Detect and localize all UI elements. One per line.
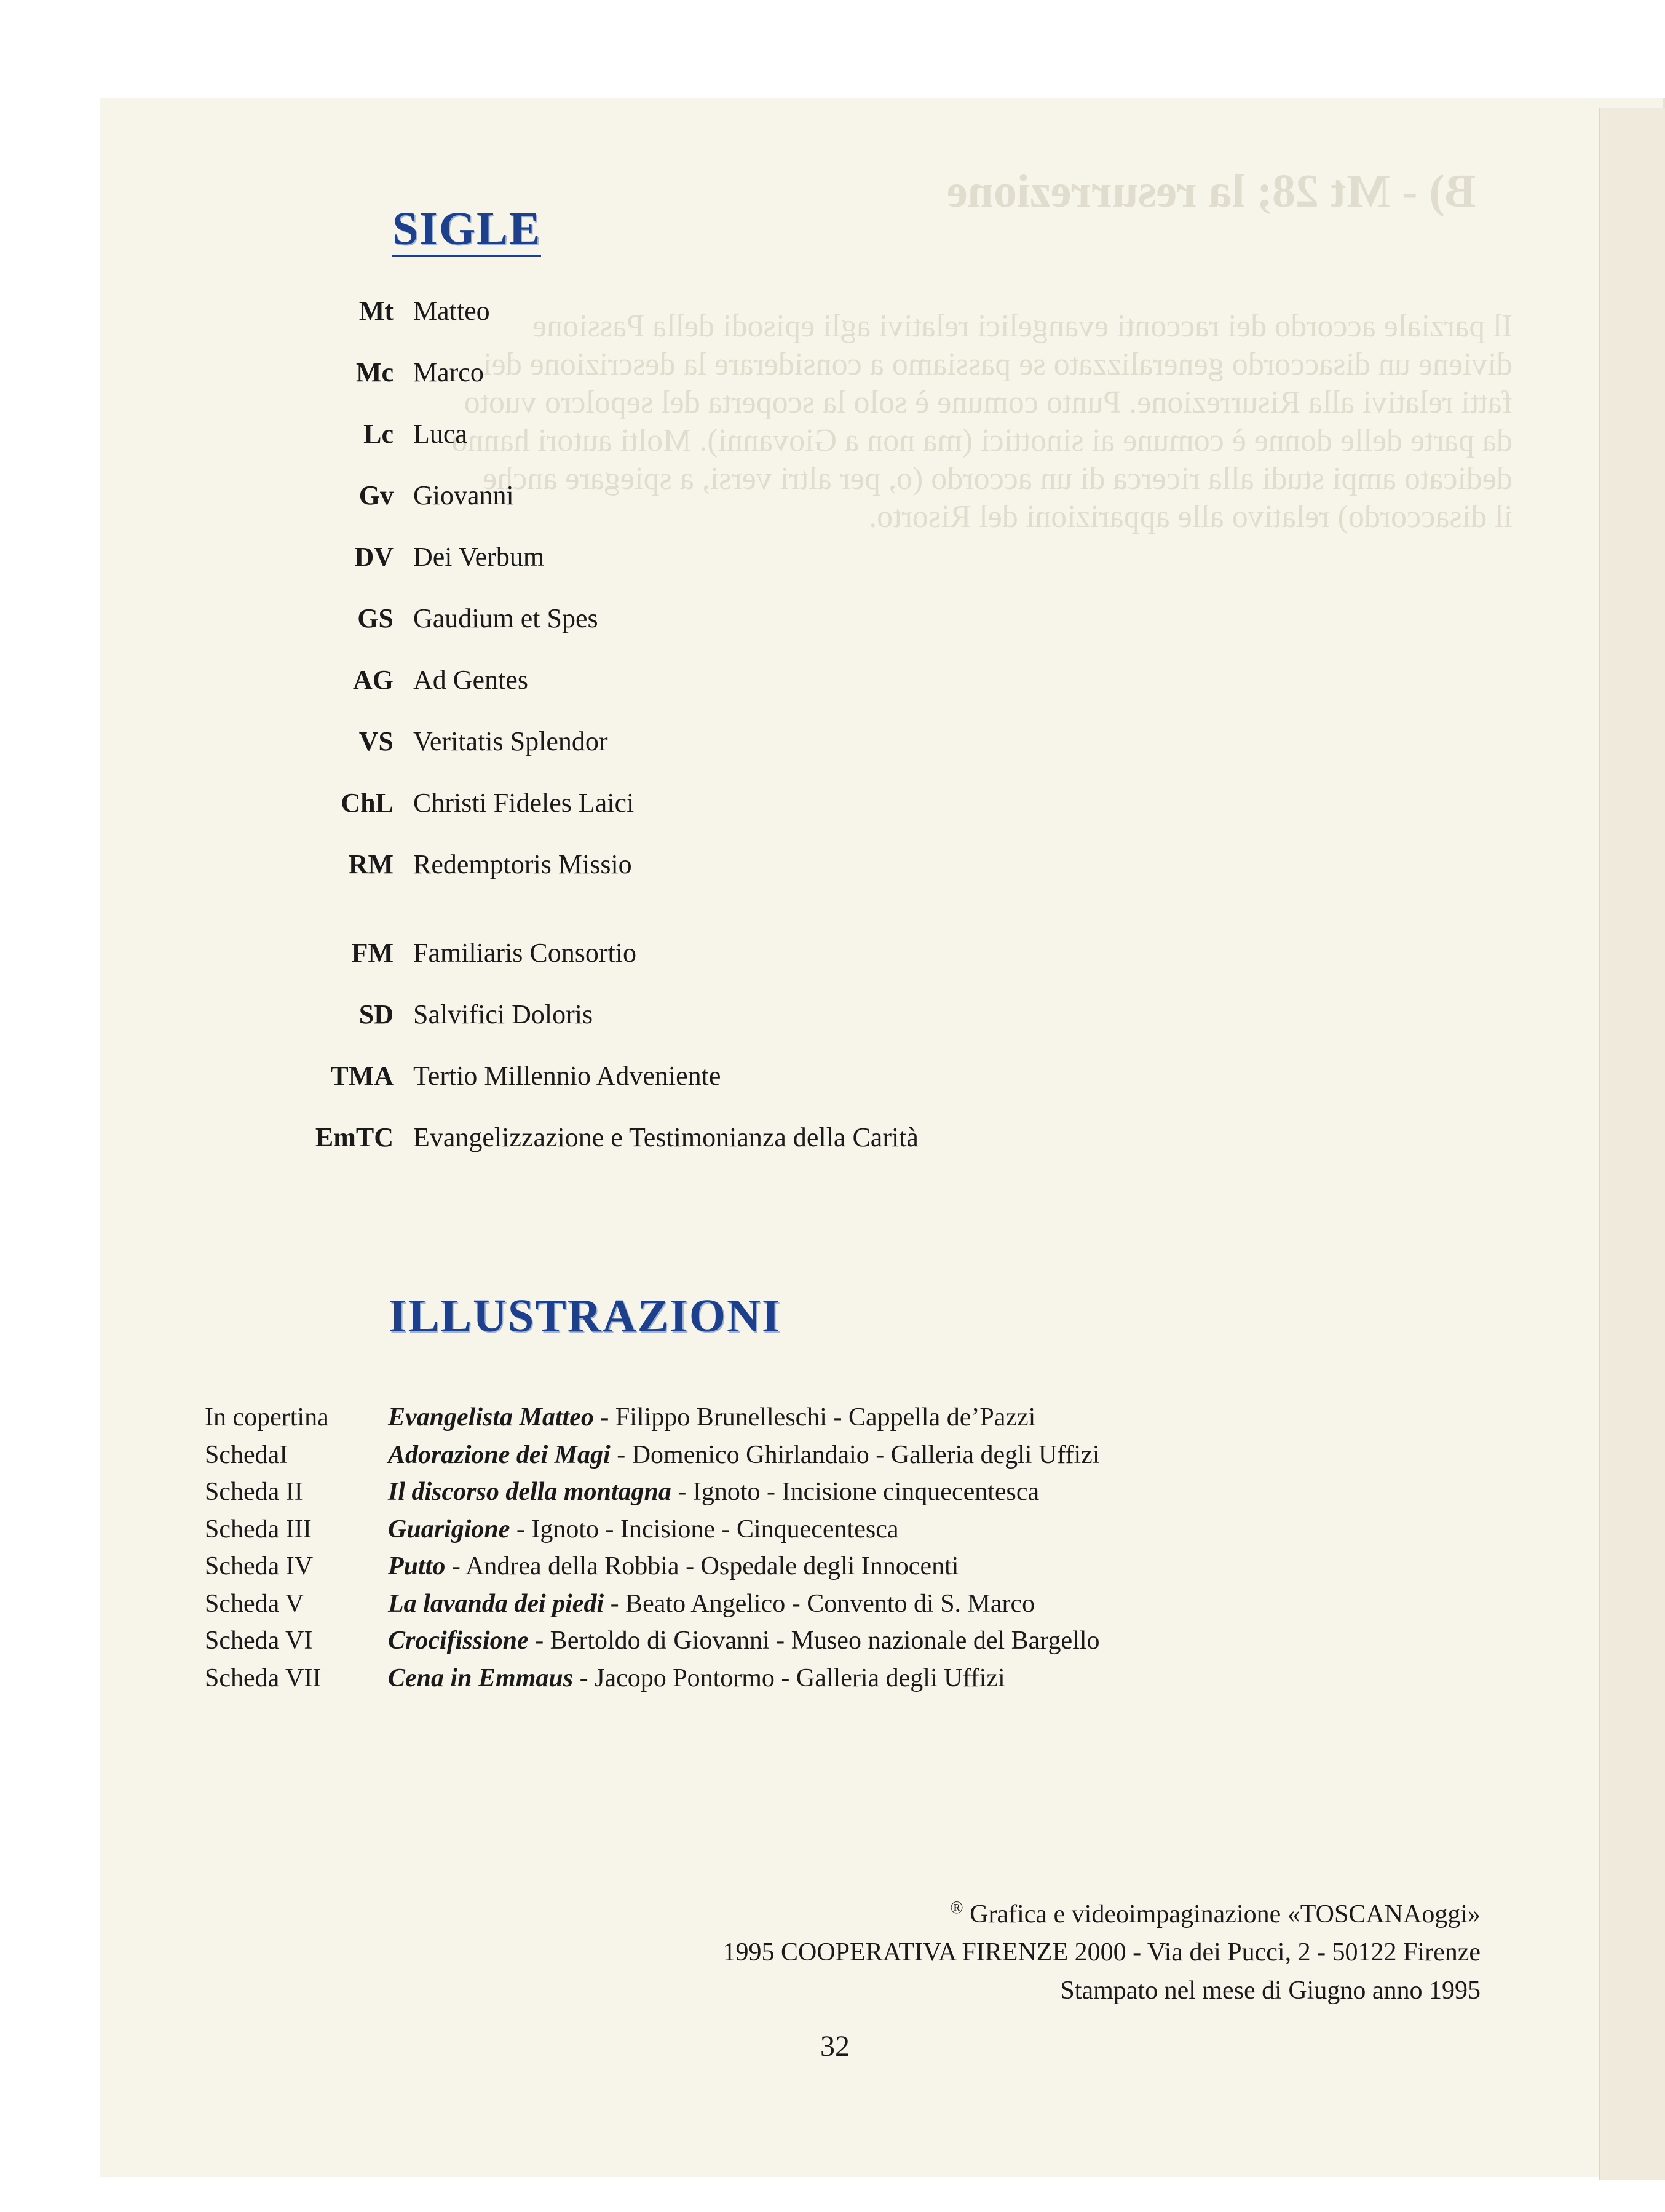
- sigle-full: Marco: [413, 357, 484, 387]
- sigle-row: [283, 1106, 919, 1168]
- sigle-full: Salvifici Doloris: [413, 999, 593, 1029]
- illustration-row: [205, 1473, 1100, 1511]
- credits-block: [723, 1889, 1481, 2010]
- illustration-row: [205, 1622, 1100, 1660]
- illustration-location: Scheda VII: [205, 1663, 322, 1692]
- sigle-abbr: Mt: [358, 295, 394, 326]
- sigle-row: [283, 341, 919, 403]
- illustration-location: In copertina: [205, 1403, 329, 1432]
- illustration-title: La lavanda dei piedi: [388, 1589, 604, 1618]
- sigle-abbr: RM: [348, 849, 394, 879]
- illustration-location: SchedaI: [205, 1440, 288, 1469]
- page-number: 32: [820, 2030, 850, 2063]
- illustration-title: Guarigione: [388, 1515, 510, 1544]
- sigle-row: [283, 587, 919, 649]
- illustration-row: [205, 1511, 1100, 1548]
- illustration-credit: - Andrea della Robbia - Ospedale degli Innocenti: [445, 1552, 959, 1581]
- illustration-location: Scheda VI: [205, 1627, 313, 1655]
- sigle-full: Dei Verbum: [413, 541, 545, 572]
- illustration-credit: - Ignoto - Incisione - Cinquecentesca: [510, 1515, 899, 1544]
- illustration-row: [205, 1585, 1100, 1623]
- sigle-row: [283, 1045, 919, 1106]
- registered-mark: ®: [950, 1898, 963, 1917]
- illustration-title: Il discorso della montagna: [388, 1478, 671, 1507]
- sigle-abbr: TMA: [330, 1060, 394, 1091]
- sigle-abbr: AG: [353, 664, 394, 695]
- illustration-row: [205, 1660, 1100, 1697]
- sigle-row: [283, 922, 919, 983]
- sigle-full: Luca: [413, 418, 467, 449]
- illustration-credit: - Beato Angelico - Convento di S. Marco: [604, 1589, 1035, 1618]
- sigle-list: [283, 280, 919, 1168]
- illustration-row: [205, 1399, 1100, 1437]
- illustrazioni-list: [205, 1399, 1100, 1697]
- sigle-abbr: Lc: [363, 418, 394, 449]
- sigle-row: [283, 710, 919, 772]
- illustration-row: [205, 1437, 1100, 1474]
- illustration-title: Adorazione dei Magi: [388, 1440, 611, 1469]
- credits-line-publisher: 1995 COOPERATIVA FIRENZE 2000 - Via dei Pucci, 2 - 50122 Firenze: [722, 1938, 1481, 1967]
- illustration-location: Scheda V: [205, 1589, 304, 1618]
- sigle-full: Giovanni: [413, 480, 514, 510]
- sigle-abbr: Gv: [358, 480, 394, 510]
- sigle-abbr: DV: [354, 541, 394, 572]
- sigle-abbr: FM: [351, 937, 394, 968]
- sigle-abbr: Mc: [355, 357, 394, 387]
- show-through-title: B) - Mt 28; la resurrezione: [947, 165, 1476, 217]
- sigle-abbr: GS: [357, 603, 394, 633]
- sigle-row: [283, 649, 919, 710]
- illustration-location: Scheda II: [205, 1478, 303, 1507]
- illustration-title: Cena in Emmaus: [388, 1663, 574, 1692]
- sigle-row: [283, 526, 919, 587]
- sigle-abbr: ChL: [341, 787, 394, 818]
- sigle-abbr: SD: [358, 999, 394, 1029]
- sigle-row: [283, 403, 919, 464]
- illustration-title: Crocifissione: [388, 1627, 529, 1655]
- sigle-full: Christi Fideles Laici: [413, 787, 635, 818]
- sigle-full: Veritatis Splendor: [413, 726, 608, 756]
- sigle-row: [283, 464, 919, 526]
- credits-graphics-text: Grafica e videoimpaginazione «TOSCANAoggi»: [970, 1900, 1481, 1929]
- illustration-location: Scheda III: [205, 1515, 312, 1544]
- credits-line-graphics: [723, 1889, 1481, 1933]
- sigle-full: Gaudium et Spes: [413, 603, 598, 633]
- illustration-credit: - Jacopo Pontormo - Galleria degli Uffizi: [573, 1663, 1005, 1692]
- illustration-credit: - Ignoto - Incisione cinquecentesca: [671, 1478, 1040, 1507]
- illustration-credit: - Domenico Ghirlandaio - Galleria degli Uffizi: [610, 1440, 1100, 1469]
- facing-page-edge: [1599, 108, 1665, 2180]
- sigle-full: Matteo: [413, 295, 490, 326]
- sigle-full: Familiaris Consortio: [413, 937, 636, 968]
- illustration-title: Evangelista Matteo: [388, 1403, 594, 1432]
- sigle-full: Evangelizzazione e Testimonianza della Carità: [413, 1122, 919, 1152]
- sigle-row: [283, 983, 919, 1045]
- show-through-body: Il parziale accordo dei racconti evangelici relativi agli episodi della Passione diviene un disaccordo generalizzato se passiamo a considerare la descrizione dei fatti relativi alla Risurrezione. Punto comune è solo la scoperta del sepolcro vuoto da parte delle donne è comune ai sinottici (ma non a Giovanni). Molti autori hanno dedicato ampi studi alla ricerca di un accordo (o, per altri versi, a spiegare anche il disaccordo) relativo alle apparizioni del Risorto.: [451, 309, 1513, 534]
- credits-line-printed: Stampato nel mese di Giugno anno 1995: [1060, 1976, 1481, 2005]
- illustrazioni-heading: ILLUSTRAZIONI: [389, 1290, 781, 1342]
- illustration-location: Scheda IV: [205, 1552, 314, 1581]
- sigle-abbr: VS: [358, 726, 394, 756]
- sigle-abbr: EmTC: [315, 1122, 394, 1152]
- sigle-full: Tertio Millennio Adveniente: [413, 1060, 721, 1091]
- sigle-full: Redemptoris Missio: [413, 849, 632, 879]
- sigle-row: [283, 833, 919, 895]
- illustration-row: [205, 1548, 1100, 1585]
- sigle-full: Ad Gentes: [413, 664, 528, 695]
- illustration-title: Putto: [388, 1552, 446, 1581]
- illustration-credit: - Filippo Brunelleschi - Cappella de’Pazzi: [593, 1403, 1036, 1432]
- sigle-row: [283, 280, 919, 341]
- sigle-heading: SIGLE: [392, 204, 541, 257]
- sigle-row: [283, 772, 919, 833]
- illustration-credit: - Bertoldo di Giovanni - Museo nazionale del Bargello: [528, 1627, 1100, 1655]
